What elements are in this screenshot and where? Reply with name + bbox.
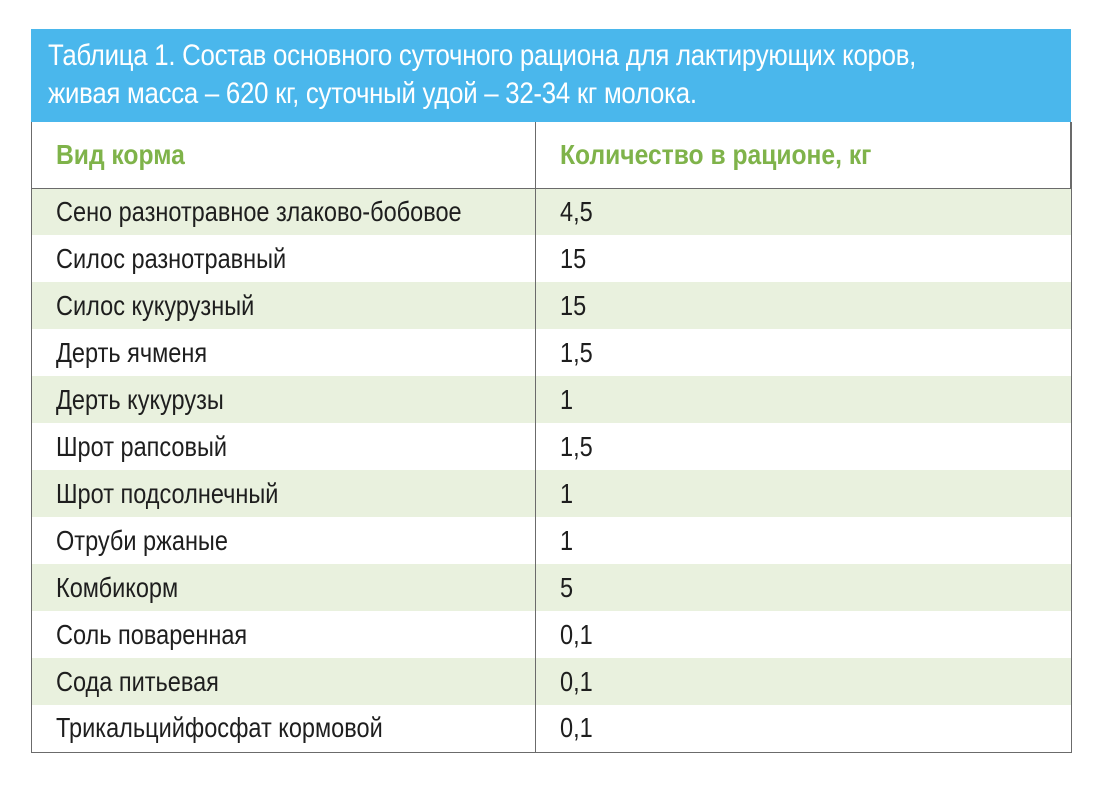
amount-cell (536, 705, 1072, 752)
header-feed-type (32, 122, 536, 188)
table-header-row (32, 122, 1072, 188)
feed-type-cell (32, 188, 536, 235)
feed-type-text: Силос кукурузный (56, 289, 255, 321)
header-amount (536, 122, 1072, 188)
feed-type-text: Отруби ржаные (56, 524, 228, 556)
amount-cell (536, 423, 1072, 470)
amount-cell (536, 611, 1072, 658)
amount-cell (536, 235, 1072, 282)
amount-cell (536, 517, 1072, 564)
feed-type-text: Шрот подсолнечный (56, 477, 279, 509)
header-amount-label: Количество в рационе, кг (560, 138, 872, 170)
amount-text: 1 (560, 383, 574, 415)
amount-cell (536, 564, 1072, 611)
table-row (32, 517, 1072, 564)
feed-type-cell (32, 470, 536, 517)
amount-text: 0,1 (560, 618, 593, 650)
feed-type-cell (32, 423, 536, 470)
table-row (32, 705, 1072, 752)
table-row (32, 658, 1072, 705)
amount-text: 1 (560, 477, 574, 509)
feed-type-cell (32, 329, 536, 376)
amount-text: 0,1 (560, 712, 593, 744)
feed-type-text: Дерть кукурузы (56, 383, 224, 415)
amount-text: 1,5 (560, 336, 593, 368)
header-feed-type-label: Вид корма (56, 138, 185, 170)
table-row (32, 611, 1072, 658)
feed-type-cell (32, 376, 536, 423)
ration-table-wrapper (31, 122, 1071, 753)
amount-cell (536, 329, 1072, 376)
amount-cell (536, 188, 1072, 235)
feed-type-text: Сода питьевая (56, 665, 219, 697)
amount-cell (536, 282, 1072, 329)
amount-text: 1,5 (560, 430, 593, 462)
amount-text: 15 (560, 242, 587, 274)
table-row (32, 470, 1072, 517)
amount-cell (536, 658, 1072, 705)
table-row (32, 329, 1072, 376)
feed-type-text: Силос разнотравный (56, 242, 287, 274)
caption-line-1: Таблица 1. Состав основного суточного рациона для лактирующих коров, (48, 39, 917, 72)
amount-cell (536, 470, 1072, 517)
feed-type-cell (32, 282, 536, 329)
feed-type-cell (32, 564, 536, 611)
feed-type-text: Соль поваренная (56, 618, 248, 650)
table-row (32, 564, 1072, 611)
feed-type-cell (32, 517, 536, 564)
table-row (32, 188, 1072, 235)
amount-text: 1 (560, 524, 574, 556)
table-caption (31, 29, 1071, 122)
table-row (32, 376, 1072, 423)
table-row (32, 282, 1072, 329)
feed-type-cell (32, 658, 536, 705)
feed-type-cell (32, 705, 536, 752)
feed-type-text: Шрот рапсовый (56, 430, 228, 462)
feed-type-text: Сено разнотравное злаково-бобовое (56, 195, 462, 227)
feed-type-text: Дерть ячменя (56, 336, 208, 368)
table-row (32, 235, 1072, 282)
amount-text: 4,5 (560, 195, 593, 227)
caption-line-2: живая масса – 620 кг, суточный удой – 32-34 кг молока. (48, 77, 697, 110)
amount-text: 0,1 (560, 665, 593, 697)
feed-type-text: Трикальцийфосфат кормовой (56, 712, 383, 744)
amount-cell (536, 376, 1072, 423)
table-row (32, 423, 1072, 470)
amount-text: 15 (560, 289, 587, 321)
feed-type-text: Комбикорм (56, 571, 179, 603)
ration-table (31, 122, 1072, 753)
feed-type-cell (32, 611, 536, 658)
amount-text: 5 (560, 571, 574, 603)
feed-type-cell (32, 235, 536, 282)
